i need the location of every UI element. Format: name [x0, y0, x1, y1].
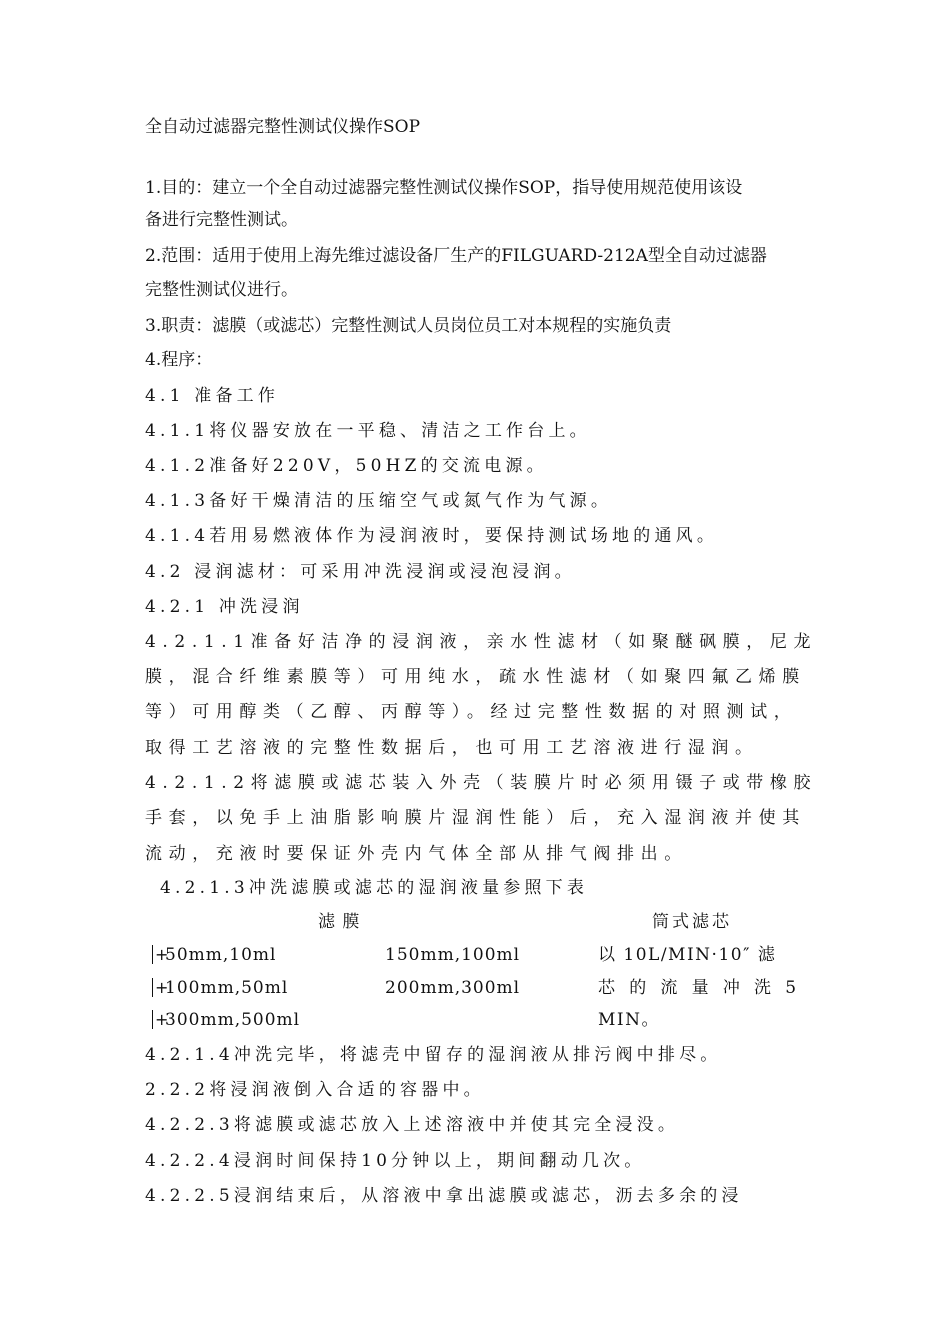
table-cell: 200mm,300ml: [385, 978, 521, 998]
table-cell: 100mm,50ml: [165, 978, 289, 998]
purpose-line-2: 备进行完整性测试。: [145, 210, 298, 230]
section-4-2-1-2-line-1: 4.2.1.2将滤膜或滤芯装入外壳（装膜片时必须用镊子或带橡胶: [145, 773, 818, 793]
table-cartridge-line-3: MIN。: [598, 1010, 660, 1030]
table-cartridge-line-1: 以 10L/MIN·10″ 滤: [598, 945, 777, 965]
section-4-2-1-1-line-2: 膜，混合纤维素膜等）可用纯水，疏水性滤材（如聚四氟乙烯膜: [145, 667, 806, 687]
section-4-2-1-4: 4.2.1.4冲洗完毕，将滤壳中留存的湿润液从排污阀中排尽。: [145, 1045, 722, 1065]
section-4-1: 4.1 准备工作: [145, 386, 280, 406]
section-4-2-1-1-line-1: 4.2.1.1准备好洁净的浸润液，亲水性滤材（如聚醚砜膜，尼龙: [145, 632, 818, 652]
procedure-heading: 4.程序：: [145, 350, 213, 370]
section-2-2-2: 2.2.2将浸润液倒入合适的容器中。: [145, 1080, 485, 1100]
table-row: [155, 976, 288, 1000]
section-4-2-2-4: 4.2.2.4浸润时间保持10分钟以上，期间翻动几次。: [145, 1151, 646, 1171]
section-4-2-1: 4.2.1 冲洗浸润: [145, 597, 304, 617]
diameter-icon: +: [155, 976, 165, 1000]
section-4-2: 4.2 浸润滤材：可采用冲洗浸润或浸泡浸润。: [145, 562, 576, 582]
diameter-icon: +: [155, 1008, 165, 1032]
table-cell: 150mm,100ml: [385, 945, 521, 965]
table-row: [155, 1008, 300, 1032]
table-cell: 300mm,500ml: [165, 1010, 301, 1030]
section-4-2-1-2-line-3: 流动，充液时要保证外壳内气体全部从排气阀排出。: [145, 844, 688, 864]
section-4-2-2-5: 4.2.2.5浸润结束后，从溶液中拿出滤膜或滤芯，沥去多余的浸: [145, 1186, 743, 1206]
section-4-1-1: 4.1.1将仪器安放在一平稳、清洁之工作台上。: [145, 421, 591, 441]
scope-line-2: 完整性测试仪进行。: [145, 280, 298, 300]
section-4-1-2: 4.1.2准备好220V，50HZ的交流电源。: [145, 456, 548, 476]
purpose-line-1: 1.目的：建立一个全自动过滤器完整性测试仪操作SOP，指导使用规范使用该设: [145, 178, 743, 198]
doc-title: 全自动过滤器完整性测试仪操作SOP: [145, 117, 421, 137]
section-4-2-1-1-line-4: 取得工艺溶液的完整性数据后，也可用工艺溶液进行湿润。: [145, 738, 759, 758]
table-cartridge-line-2: 芯 的 流 量 冲 洗 5: [598, 978, 801, 998]
table-head-cartridge: 筒式滤芯: [652, 912, 732, 932]
diameter-icon: +: [155, 943, 165, 967]
table-cell: 50mm,10ml: [165, 945, 277, 965]
responsibility-line: 3.职责：滤膜（或滤芯）完整性测试人员岗位员工对本规程的实施负责: [145, 316, 672, 336]
section-4-2-1-2-line-2: 手套，以免手上油脂影响膜片湿润性能）后，充入湿润液并使其: [145, 808, 806, 828]
scope-line-1: 2.范围：适用于使用上海先维过滤设备厂生产的FILGUARD-212A型全自动过滤器: [145, 246, 767, 266]
section-4-1-3: 4.1.3备好干燥清洁的压缩空气或氮气作为气源。: [145, 491, 613, 511]
section-4-2-1-3: 4.2.1.3冲洗滤膜或滤芯的湿润液量参照下表: [160, 878, 589, 898]
table-head-membrane: 滤 膜: [318, 912, 361, 932]
table-row: [155, 943, 276, 967]
section-4-2-1-1-line-3: 等）可用醇类（乙醇、丙醇等）。经过完整性数据的对照测试，: [145, 702, 798, 722]
section-4-1-4: 4.1.4若用易燃液体作为浸润液时，要保持测试场地的通风。: [145, 526, 719, 546]
section-4-2-2-3: 4.2.2.3将滤膜或滤芯放入上述溶液中并使其完全浸没。: [145, 1115, 680, 1135]
